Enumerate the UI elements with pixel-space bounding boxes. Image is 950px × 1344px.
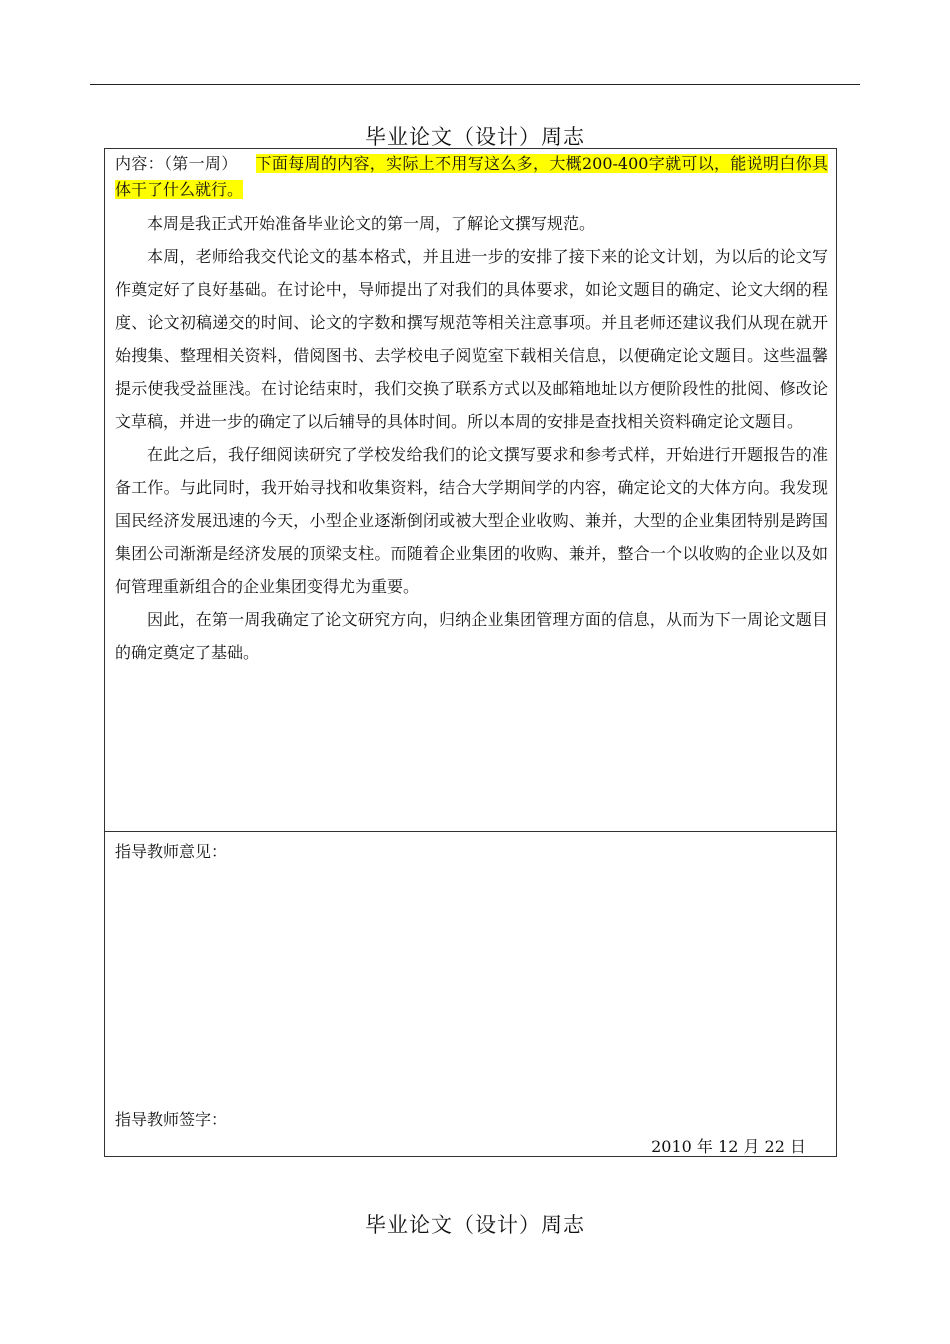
signature-date: 2010 年 12 月 22 日 xyxy=(651,1137,806,1156)
content-paragraph-4: 因此，在第一周我确定了论文研究方向，归纳企业集团管理方面的信息，从而为下一周论文题目的确定奠定了基础。 xyxy=(115,610,828,662)
content-paragraph-1: 本周是我正式开始准备毕业论文的第一周，了解论文撰写规范。 xyxy=(147,214,596,233)
content-header-line xyxy=(115,151,828,203)
weekly-log-table xyxy=(104,148,837,1157)
next-page-title: 毕业论文（设计）周志 xyxy=(365,1213,585,1237)
highlighted-instruction-note: 下面每周的内容，实际上不用写这么多，大概200-400字就可以，能说明白你具体干了什么就行。 xyxy=(115,154,828,199)
content-paragraph-3: 在此之后，我仔细阅读研究了学校发给我们的论文撰写要求和参考式样，开始进行开题报告的准备工作。与此同时，我开始寻找和收集资料，结合大学期间学的内容，确定论文的大体方向。我发现国民经济发展迅速的今天，小型企业逐渐倒闭或被大型企业收购、兼并，大型的企业集团特别是跨国集团公司渐渐是经济发展的顶梁支柱。而随着企业集团的收购、兼并，整合一个以收购的企业以及如何管理重新组合的企业集团变得尤为重要。 xyxy=(115,445,828,596)
content-cell xyxy=(105,149,836,832)
advisor-opinion-cell xyxy=(105,832,836,1156)
advisor-signature-label: 指导教师签字： xyxy=(115,1110,228,1129)
page-title: 毕业论文（设计）周志 xyxy=(365,125,585,149)
content-label: 内容：（第一周） xyxy=(115,154,238,173)
header-rule xyxy=(90,84,860,85)
advisor-opinion-label: 指导教师意见： xyxy=(115,842,228,861)
content-paragraph-2: 本周，老师给我交代论文的基本格式，并且进一步的安排了接下来的论文计划，为以后的论文写作奠定好了良好基础。在讨论中，导师提出了对我们的具体要求，如论文题目的确定、论文大纲的程度、论文初稿递交的时间、论文的字数和撰写规范等相关注意事项。并且老师还建议我们从现在就开始搜集、整理相关资料，借阅图书、去学校电子阅览室下载相关信息，以便确定论文题目。这些温馨提示使我受益匪浅。在讨论结束时，我们交换了联系方式以及邮箱地址以方便阶段性的批阅、修改论文草稿，并进一步的确定了以后辅导的具体时间。所以本周的安排是查找相关资料确定论文题目。 xyxy=(115,247,828,431)
